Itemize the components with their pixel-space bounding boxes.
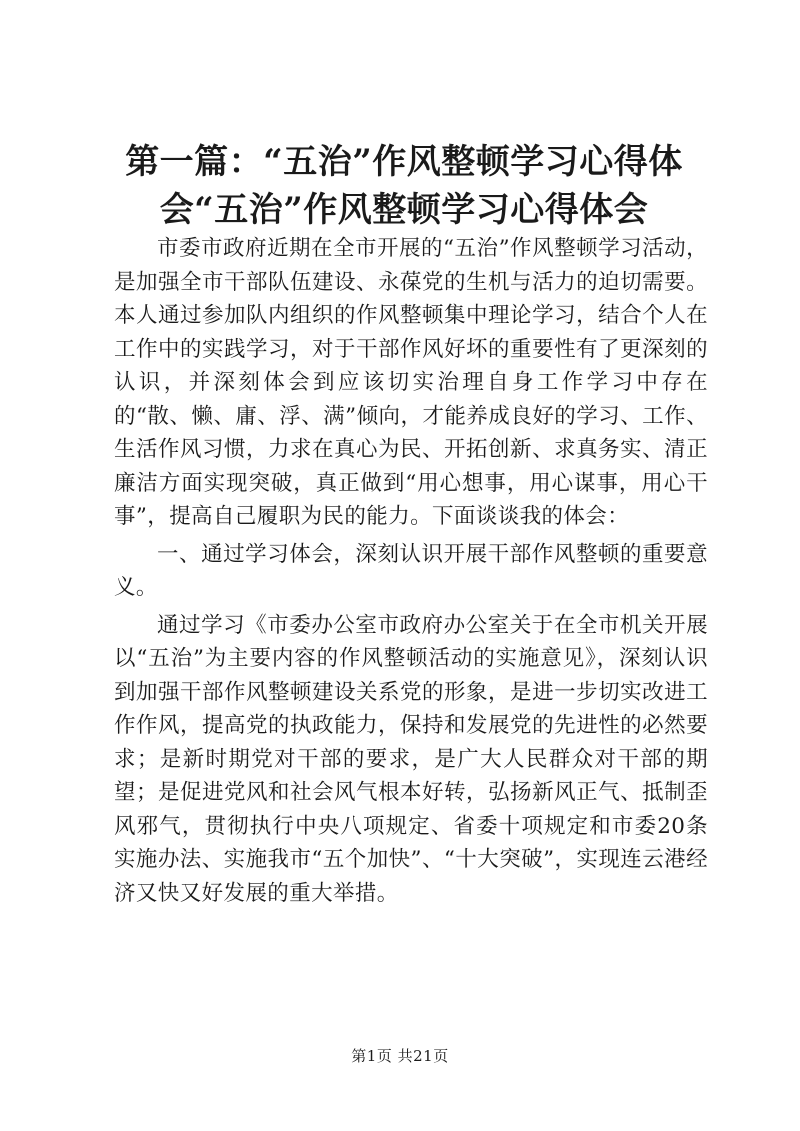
section-heading-1: 一、通过学习体会，深刻认识开展干部作风整顿的重要意义。: [114, 541, 708, 600]
document-title: 第一篇：“五治”作风整顿学习心得体会“五治”作风整顿学习心得体会: [125, 142, 683, 230]
paragraph-section-1: 通过学习《市委办公室市政府办公室关于在全市机关开展以“五治”为主要内容的作风整顿活动的实施意见》，深刻认识到加强干部作风整顿建设关系党的形象，是进一步切实改进工作作风，提高党的执政能力，保持和发展党的先进性的必然要求；是新时期党对干部的要求，是广大人民群众对干部的期望；是促进党风和社会风气根本好转，弘扬新风正气、抵制歪风邪气，贯彻执行中央八项规定、省委十项规定和市委20条实施办法、实施我市“五个加快”、“十大突破”，实现连云港经济又快又好发展的重大举措。: [114, 612, 708, 906]
paragraph-intro: 市委市政府近期在全市开展的“五治”作风整顿学习活动，是加强全市干部队伍建设、永葆党的生机与活力的迫切需要。本人通过参加队内组织的作风整顿集中理论学习，结合个人在工作中的实践学习，对于干部作风好坏的重要性有了更深刻的认识，并深刻体会到应该切实治理自身工作学习中存在的“散、懒、庸、浮、满”倾向，才能养成良好的学习、工作、生活作风习惯，力求在真心为民、开拓创新、求真务实、清正廉洁方面实现突破，真正做到“用心想事，用心谋事，用心干事”，提高自己履职为民的能力。下面谈谈我的体会：: [114, 236, 708, 529]
page-number-footer: 第1页 共21页: [351, 1047, 449, 1065]
document-body: [114, 232, 708, 910]
